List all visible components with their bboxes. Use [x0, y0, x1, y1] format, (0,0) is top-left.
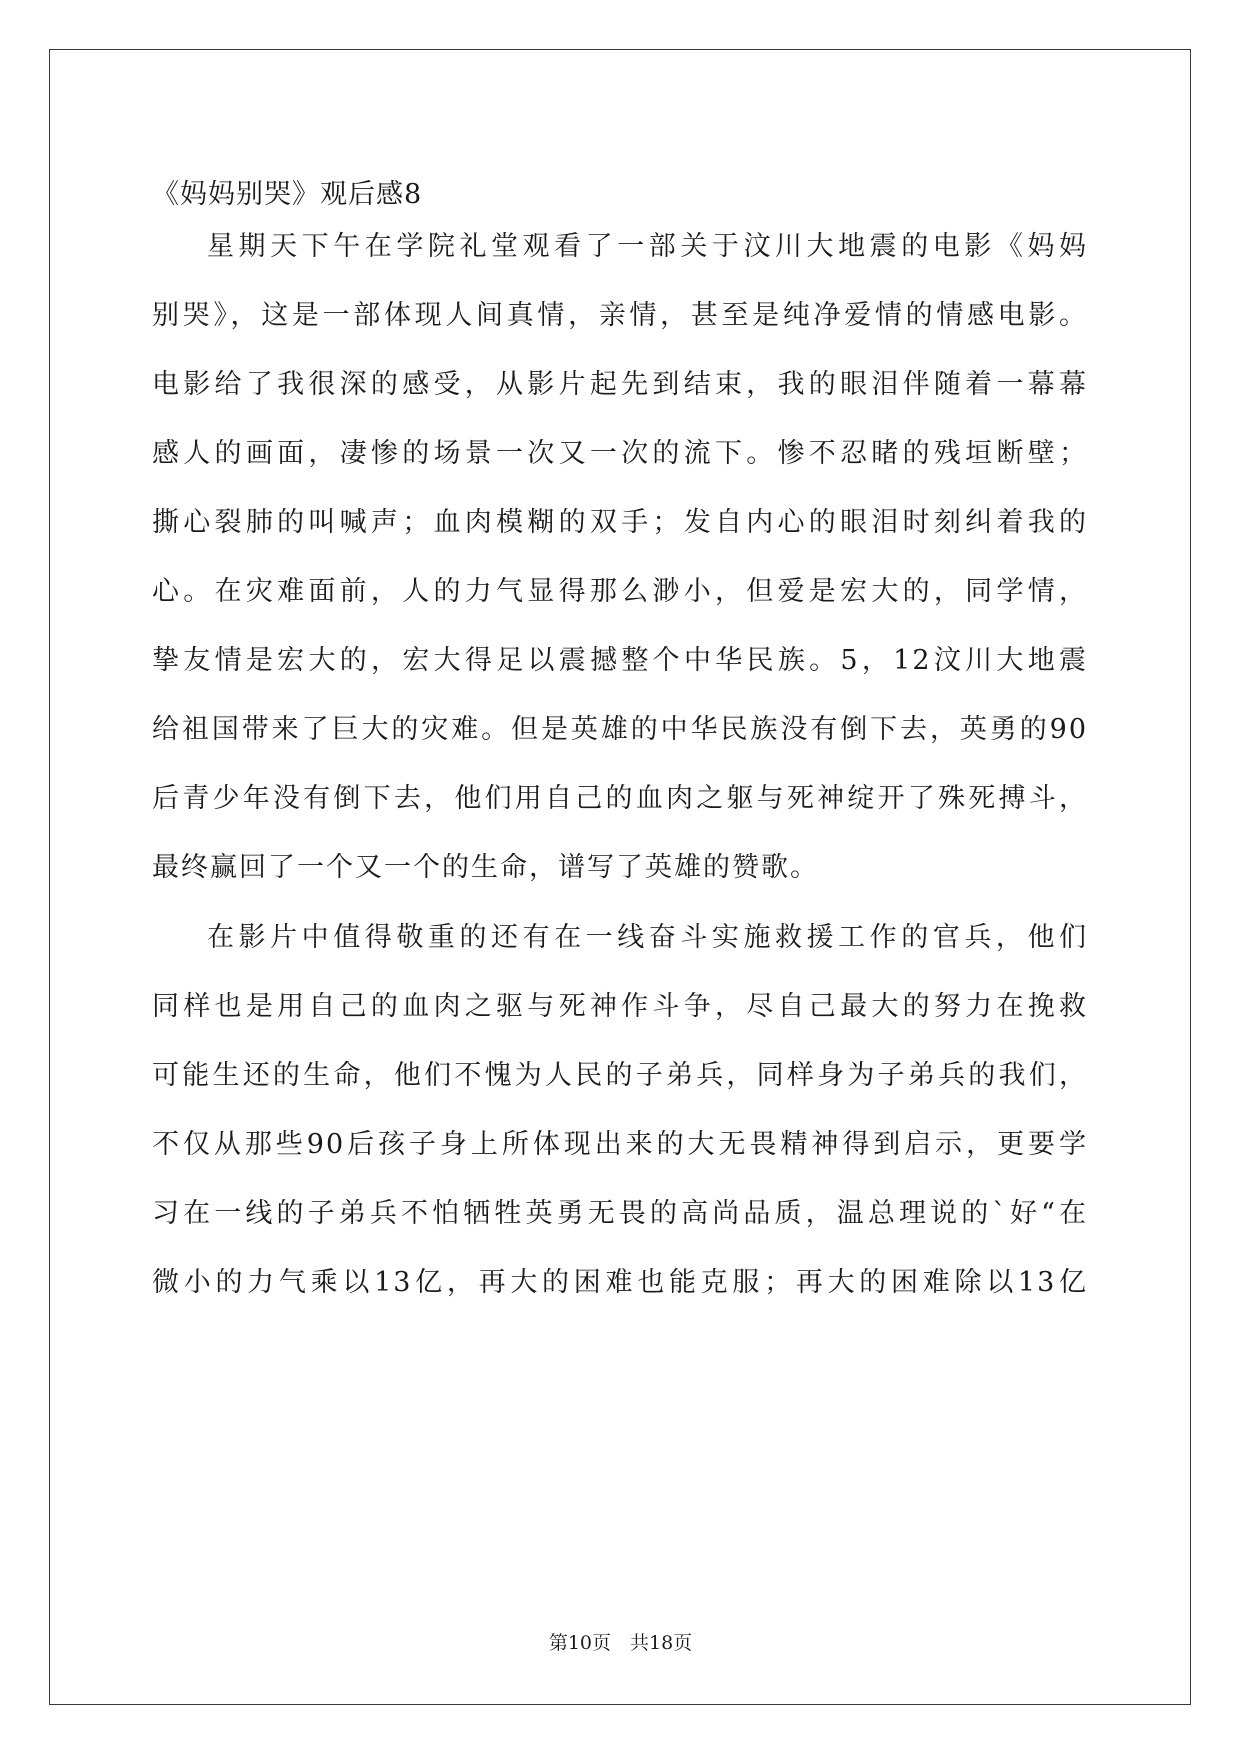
paragraph-1-line-5: 撕心裂肺的叫喊声；血肉模糊的双手；发自内心的眼泪时刻纠着我的	[152, 507, 1088, 538]
paragraph-2-line-4: 不仅从那些90后孩子身上所体现出来的大无畏精神得到启示，更要学	[152, 1129, 1088, 1160]
paragraph-2-line-5: 习在一线的子弟兵不怕牺牲英勇无畏的高尚品质，温总理说的`好“在	[152, 1198, 1088, 1229]
document-title: 《妈妈别哭》观后感8	[152, 179, 423, 210]
paragraph-1-line-7: 挚友情是宏大的，宏大得足以震撼整个中华民族。5，12汶川大地震	[152, 645, 1088, 676]
paragraph-2-line-2: 同样也是用自己的血肉之驱与死神作斗争，尽自己最大的努力在挽救	[152, 991, 1088, 1022]
paragraph-1-line-4: 感人的画面，凄惨的场景一次又一次的流下。惨不忍睹的残垣断壁；	[152, 438, 1088, 469]
page-number: 第10页 共18页	[548, 1632, 693, 1654]
paragraph-1-line-9: 后青少年没有倒下去，他们用自己的血肉之躯与死神绽开了殊死搏斗，	[152, 783, 1088, 814]
paragraph-1-line-8: 给祖国带来了巨大的灾难。但是英雄的中华民族没有倒下去，英勇的90	[152, 714, 1088, 745]
paragraph-2-line-3: 可能生还的生命，他们不愧为人民的子弟兵，同样身为子弟兵的我们，	[152, 1060, 1088, 1091]
paragraph-2-line-1: 在影片中值得敬重的还有在一线奋斗实施救援工作的官兵，他们	[207, 922, 1088, 953]
paragraph-1-line-10: 最终赢回了一个又一个的生命，谱写了英雄的赞歌。	[152, 852, 819, 883]
paragraph-1-line-6: 心。在灾难面前，人的力气显得那么渺小，但爱是宏大的，同学情，	[152, 576, 1088, 607]
paragraph-1-line-2: 别哭》，这是一部体现人间真情，亲情，甚至是纯净爱情的情感电影。	[152, 300, 1088, 331]
paragraph-1-line-3: 电影给了我很深的感受，从影片起先到结束，我的眼泪伴随着一幕幕	[152, 369, 1088, 400]
paragraph-2-line-6: 微小的力气乘以13亿，再大的困难也能克服；再大的困难除以13亿	[152, 1267, 1088, 1298]
paragraph-1-line-1: 星期天下午在学院礼堂观看了一部关于汶川大地震的电影《妈妈	[207, 231, 1088, 262]
